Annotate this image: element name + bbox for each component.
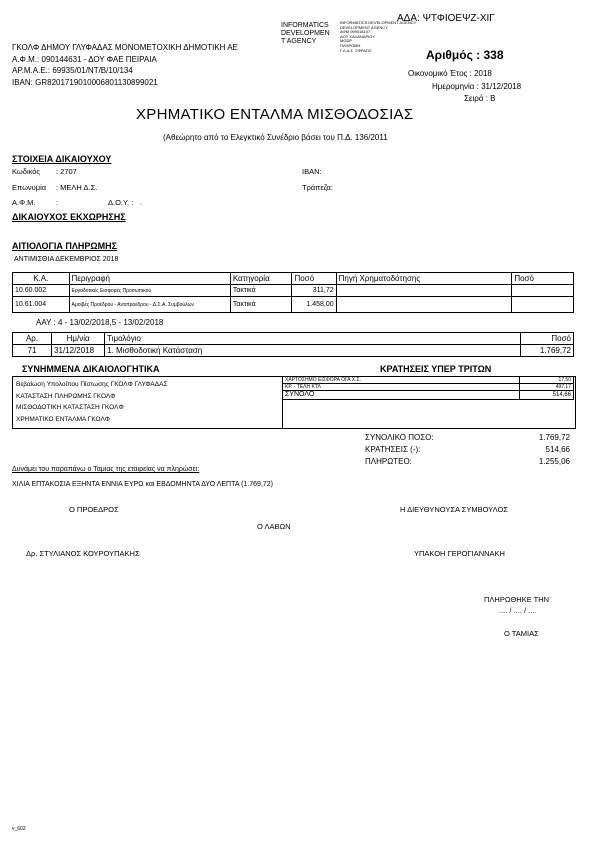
justification-heading: ΑΙΤΙΟΛΟΓΙΑ ΠΛΗΡΩΜΗΣ <box>12 241 118 251</box>
logo-fine-line: ΠΛΗΡΩΜΗ <box>340 42 361 48</box>
attachments-list <box>16 379 167 425</box>
justification-text: ΑΝΤΙΜΙΣΘΙΑ ΔΕΚΕΜΒΡΙΟΣ 2018 <box>14 256 119 263</box>
issuer-block <box>12 42 238 88</box>
totals-values <box>510 432 570 468</box>
logo-word: T AGENCY <box>281 38 317 45</box>
warrant-number: Αριθμός : 338 <box>426 48 504 62</box>
withholdings-table <box>282 376 574 400</box>
withholdings-heading: ΚΡΑΤΗΣΕΙΣ ΥΠΕΡ ΤΡΙΤΩΝ <box>380 364 492 374</box>
withholding-amount: 17,50 <box>520 377 574 384</box>
table-row <box>13 285 574 297</box>
logo-fine-line: Γ.Λ.Δ.Σ. ΣΦΡΑΓΙΣ <box>340 47 372 53</box>
col-header: Αρ. <box>13 333 52 345</box>
list-item: ΜΙΣΘΟΔΟΤΙΚΗ ΚΑΤΑΣΤΑΣΗ ΓΚΟΛΦ <box>16 404 124 411</box>
doy-label: Δ.Ο.Υ. : <box>108 198 134 207</box>
director-title: Η ΔΙΕΥΘΥΝΟΥΣΑ ΣΥΜΒΟΥΛΟΣ <box>400 505 508 514</box>
table-header-row <box>13 333 574 345</box>
col-header: Πηγή Χρηματοδότησης <box>336 273 512 285</box>
source-cell <box>336 285 512 297</box>
list-item: Βεβαίωση Υπολοίπου Πίστωσης ΓΚΟΛΦ ΓΛΥΦΑΔΑΣ <box>16 381 168 388</box>
president-name: Δρ. ΣΤΥΛΙΑΝΟΣ ΚΟΥΡΟΥΠΑΚΗΣ <box>26 549 140 558</box>
fiscal-year-value: 2018 <box>474 69 492 78</box>
col-header: Τιμολόγιο <box>105 333 521 345</box>
paid-date: .... / .... / .... <box>499 606 537 615</box>
afm-label: Α.Φ.Μ. <box>12 198 36 207</box>
col-header: Ποσό <box>292 273 336 285</box>
attachments-heading: ΣΥΝΗΜΜΕΝΑ ΔΙΚΑΙΟΛΟΓΗΤΙΚΑ <box>22 364 160 374</box>
withholding-label: ΣΥΝΟΛΟ <box>283 391 520 400</box>
total-label: ΣΥΝΟΛΙΚΟ ΠΟΣΟ: <box>365 433 434 442</box>
withholdings-total-label: ΚΡΑΤΗΣΕΙΣ (-): <box>365 445 421 454</box>
series-value: Β <box>490 94 496 103</box>
invoice-desc-cell: 1. Μισθοδοτική Κατάσταση <box>105 345 521 357</box>
total-value: 1.769,72 <box>538 433 570 442</box>
col-header: Κ.Α. <box>13 273 70 285</box>
withholding-label: ΧΑΡΤΟΣΗΜΟ ΕΙΣΦΟΡΑ ΟΓΑ Χ.Σ. <box>283 377 520 384</box>
ka-cell: 10.61.004 <box>13 297 70 313</box>
fiscal-year-row <box>408 69 548 78</box>
beneficiary-code-label: Κωδικός <box>12 167 41 176</box>
logo-fine-print <box>340 21 416 53</box>
beneficiary-name: : ΜΕΛΗ Δ.Σ. <box>56 183 98 192</box>
category-cell: Τακτικά <box>230 297 292 313</box>
bank-label: Τράπεζα: <box>302 183 333 192</box>
col-header: Περιγραφή <box>69 273 230 285</box>
beneficiary-name-label: Επωνυμία <box>12 183 47 192</box>
doy-value: . <box>140 198 143 207</box>
series-row <box>464 94 496 103</box>
cashier-title: Ο ΤΑΜΙΑΣ <box>504 629 539 638</box>
date-row <box>432 82 521 91</box>
table-row <box>13 297 574 313</box>
issuer-name: ΓΚΟΛΦ ΔΗΜΟΥ ΓΛΥΦΑΔΑΣ ΜΟΝΟΜΕΤΟΧΙΚΗ ΔΗΜΟΤΙΚΗ ΑΕ <box>12 43 238 52</box>
series-label: Σειρά : <box>464 94 488 103</box>
invoice-date-cell: 31/12/2018 <box>52 345 105 357</box>
source-amount-cell <box>512 285 574 297</box>
table-row <box>283 391 574 400</box>
logo-fine-line: ΑΦΜ 099018107 <box>340 29 371 35</box>
withholding-label: ΚΡ. - ΤΕΛΗ ΚΤΛ <box>283 384 520 391</box>
logo-word: INFORMATICS <box>281 22 329 29</box>
aay-line: ΑΑΥ : 4 - 13/02/2018,5 - 13/02/2018 <box>36 318 164 327</box>
date-value: 31/12/2018 <box>481 82 522 91</box>
issuer-afm: Α.Φ.Μ.: 090144631 - ΔΟΥ ΦΑΕ ΠΕΙΡΑΙΑ <box>12 54 157 64</box>
ka-cell: 10.60.002 <box>13 285 70 297</box>
totals-labels <box>365 432 434 468</box>
director-name: ΥΠΑΚΟΗ ΓΕΡΟΓΙΑΝΝΑΚΗ <box>414 549 505 558</box>
category-cell: Τακτικά <box>230 285 292 297</box>
logo-fine-line: MGDP <box>340 38 352 44</box>
logo-fine-line: INFORMATICS DEVELOPMENT AGENCY <box>340 20 417 25</box>
table-row <box>13 345 574 357</box>
page-subtitle: (Αθεώρητο από το Ελεγκτικό Συνέδριο βάσει του Π.Δ. 136/2011 <box>163 133 388 142</box>
logo-fine-line: ΔΟΥ ΧΑΛΑΝΔΡΙΟΥ <box>340 33 375 39</box>
issuer-iban: IBAN: GR8201719010006801130899021 <box>12 77 158 87</box>
amount-cell: 311,72 <box>292 285 336 297</box>
ada-code: ΑΔΑ: ΨΤΦΙΟΕΨΖ-ΧΙΓ <box>397 13 495 24</box>
assignment-heading: ΔΙΚΑΙΟΥΧΟΣ ΕΚΧΩΡΗΣΗΣ <box>12 212 126 222</box>
payment-instruction: Δυνάμει του παραπάνω ο Ταμίας της εταιρείας να πληρώσει: <box>12 466 200 473</box>
president-title: Ο ΠΡΟΕΔΡΟΣ <box>69 505 119 514</box>
logo-fine-line: DEVELOPMENT AGENCY <box>340 24 388 30</box>
list-item: ΧΡΗΜΑΤΙΚΟ ΕΝΤΑΛΜΑ ΓΚΟΛΦ <box>16 415 110 423</box>
logo-word: DEVELOPMEN <box>281 30 330 37</box>
table-header-row <box>13 273 574 285</box>
invoice-table <box>12 332 574 357</box>
page-title: ΧΡΗΜΑΤΙΚΟ ΕΝΤΑΛΜΑ ΜΙΣΘΟΔΟΣΙΑΣ <box>136 106 414 123</box>
withholding-amount: 514,66 <box>520 391 574 400</box>
date-label: Ημερομηνία : <box>432 82 479 91</box>
issuer-registry: ΑΡ.Μ.Α.Ε.: 69935/01/ΝΤ/Β/10/134 <box>12 66 133 75</box>
invoice-no-cell: 71 <box>13 345 52 357</box>
col-header: Κατηγορία <box>230 273 292 285</box>
table-row <box>283 377 574 384</box>
amount-in-words: ΧΙΛΙΑ ΕΠΤΑΚΟΣΙΑ ΕΞΗΝΤΑ ΕΝΝΙΑ ΕΥΡΩ και ΕΒΔΟΜΗΝΤΑ ΔΥΟ ΛΕΠΤΑ (1.769,72) <box>12 481 273 488</box>
beneficiary-code: : 2707 <box>56 167 77 176</box>
withholding-amount: 497,17 <box>520 384 574 391</box>
source-cell <box>336 297 512 313</box>
informatics-logo <box>281 22 330 46</box>
col-header: Ημ/νία <box>52 333 105 345</box>
paid-label: ΠΛΗΡΩΘΗΚΕ ΤΗΝ <box>484 595 550 604</box>
footer-code: v_602 <box>12 826 26 832</box>
desc-cell: Εργοδοτικές Εισφορές Προσωπικού <box>69 285 230 297</box>
payable-label: ΠΛΗΡΩΤΕΟ: <box>365 457 412 466</box>
source-amount-cell <box>512 297 574 313</box>
desc-cell: Αμοιβές Προέδρου - Αντιπροέδρου - Δ.Σ.Α. Συμβούλων <box>69 297 230 313</box>
iban-label: IBAN: <box>302 167 322 176</box>
invoice-amount-cell: 1.769,72 <box>520 345 573 357</box>
receiver-title: Ο ΛΑΒΩΝ <box>257 522 291 531</box>
fiscal-year-label: Οικονομικό Έτος : <box>408 69 472 78</box>
beneficiary-heading: ΣΤΟΙΧΕΙΑ ΔΙΚΑΙΟΥΧΟΥ <box>12 154 112 164</box>
amount-cell: 1.458,00 <box>292 297 336 313</box>
afm-value: : <box>56 198 59 207</box>
table-row <box>283 384 574 391</box>
col-header: Ποσό <box>520 333 573 345</box>
col-header: Ποσό <box>512 273 574 285</box>
payable-value: 1.255,06 <box>538 457 570 466</box>
list-item: ΚΑΤΑΣΤΑΣΗ ΠΛΗΡΩΜΗΣ ΓΚΟΛΦ <box>16 392 116 400</box>
withholdings-total-value: 514,66 <box>545 445 570 454</box>
accounts-table <box>12 272 574 313</box>
